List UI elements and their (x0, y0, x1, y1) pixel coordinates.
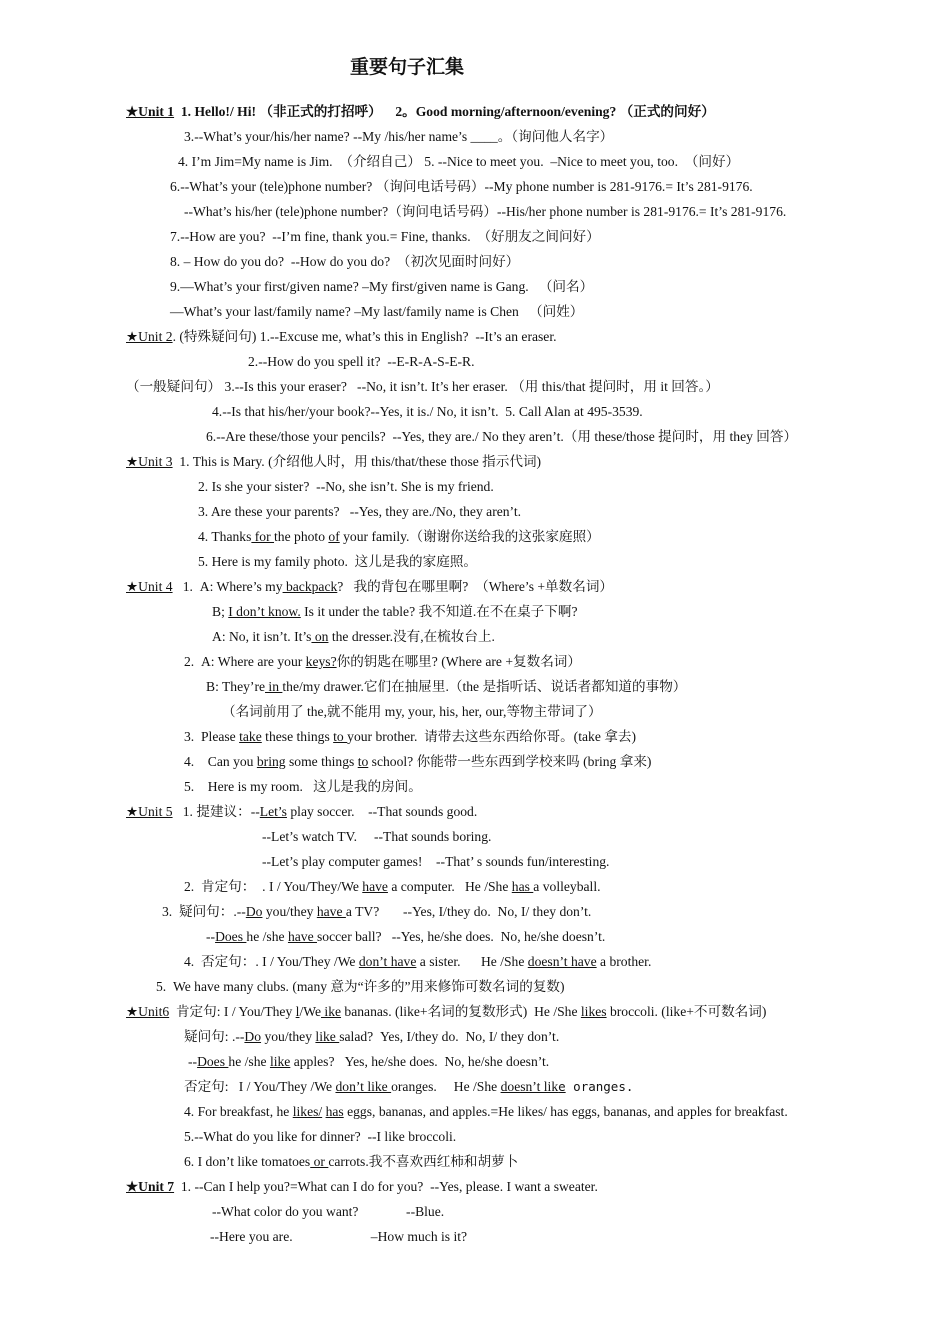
text-segment: （一般疑问句） 3.--Is this your eraser? --No, it isn’t. It’s her eraser. （用 this/that 提问时，用 it 回答。） (126, 379, 719, 394)
text-segment: salad? Yes, I/they do. No, I/ they don’t. (339, 1029, 560, 1044)
text-segment: a volleyball. (533, 879, 601, 894)
text-segment: he /she (228, 1054, 270, 1069)
underlined-text: Does (197, 1054, 229, 1069)
text-segment: these things (261, 729, 334, 744)
text-segment: 3. 疑问句：.-- (162, 904, 246, 919)
text-segment: 2. A: Where are your (184, 654, 306, 669)
text-line (184, 728, 636, 746)
text-segment: you/they (261, 1029, 316, 1044)
text-segment: play soccer. --That sounds good. (286, 804, 478, 819)
text-segment: Is it under the table? 我不知道.在不在桌子下啊? (300, 604, 578, 619)
page-title: 重要句子汇集 (349, 56, 464, 78)
text-segment: soccer ball? --Yes, he/she does. No, he/she doesn’t. (317, 929, 606, 944)
text-segment: 2. 肯定句： . I / You/They/We (184, 879, 363, 894)
text-segment: 5. Here is my family photo. 这儿是我的家庭照。 (198, 554, 478, 569)
text-segment: the dresser.没有,在梳妆台上. (328, 629, 495, 644)
underlined-text: have (362, 879, 388, 894)
text-line (198, 528, 600, 546)
text-segment: 3. Are these your parents? --Yes, they are./No, they aren’t. (198, 504, 522, 519)
text-segment: a brother. (596, 954, 652, 969)
underlined-text: ★Unit 3 (126, 454, 173, 469)
text-segment: 4. 否定句：. I / You/They /We (184, 954, 359, 969)
text-line (184, 778, 422, 796)
underlined-text: has (511, 879, 534, 894)
text-segment: —What’s your last/family name? –My last/family name is Chen （问姓） (170, 304, 584, 319)
text-segment: some things (285, 754, 358, 769)
text-segment: broccoli. (like+不可数名词) (606, 1004, 767, 1019)
text-line (184, 1128, 456, 1146)
text-line (206, 928, 605, 946)
text-line (184, 753, 651, 771)
text-segment: -- (188, 1054, 198, 1069)
text-segment: 4.--Is that his/her/your book?--Yes, it is./ No, it isn’t. 5. Call Alan at 495-3539. (212, 404, 643, 419)
underlined-text: for (251, 529, 275, 544)
underlined-text: ike (321, 1004, 342, 1019)
text-segment: apples? Yes, he/she does. No, he/she doesn’t. (290, 1054, 550, 1069)
text-segment: 5.--What do you like for dinner? --I like broccoli. (184, 1129, 457, 1144)
text-segment: carrots.我不喜欢西红柿和胡萝卜 (328, 1154, 519, 1169)
text-segment: 你的钥匙在哪里? (Where are +复数名词） (336, 654, 581, 669)
text-segment: oranges. He /She (391, 1079, 501, 1094)
text-segment: 9.—What’s your first/given name? –My first/given name is Gang. （问名） (170, 279, 594, 294)
text-line (206, 678, 686, 696)
text-segment: --Let’s play computer games! --That’ s sounds fun/interesting. (262, 854, 610, 869)
text-segment: a TV? --Yes, I/they do. No, I/ they don’t. (345, 904, 592, 919)
underlined-text: to (333, 729, 348, 744)
underlined-text: like (269, 1054, 291, 1069)
text-line (184, 203, 786, 221)
text-line (184, 653, 581, 671)
text-line (184, 128, 613, 146)
underlined-text: ★Unit 2 (126, 329, 173, 344)
text-line (126, 1003, 766, 1021)
text-line (184, 953, 651, 971)
text-segment: 6.--What’s your (tele)phone number? （询问电话号码）--My phone number is 281-9176.= It’s 281-9176. (170, 179, 753, 194)
text-segment: 1. 提建议：-- (172, 804, 260, 819)
text-segment: B: They’re (206, 679, 266, 694)
text-segment: 7.--How are you? --I’m fine, thank you.= Fine, thanks. （好朋友之间问好） (170, 229, 600, 244)
text-line (212, 1203, 444, 1221)
underlined-text: has (325, 1104, 344, 1119)
text-segment: 3.--What’s your/his/her name? --My /his/her name’s ____。（询问他人名字） (184, 129, 614, 144)
underlined-text: Do (244, 1029, 262, 1044)
text-line (178, 153, 739, 171)
text-segment: your family.（谢谢你送给我的这张家庭照） (339, 529, 600, 544)
text-segment: 1. A: Where’s my (172, 579, 283, 594)
text-line (212, 628, 495, 646)
text-line (162, 903, 591, 921)
text-segment: 5. Here is my room. 这儿是我的房间。 (184, 779, 422, 794)
text-line (126, 453, 541, 471)
text-line (210, 1228, 467, 1246)
text-line (126, 378, 719, 396)
text-segment: a sister. He /She (416, 954, 528, 969)
text-segment: 疑问句: .-- (184, 1029, 245, 1044)
text-line (198, 478, 494, 496)
text-segment: --Let’s watch TV. --That sounds boring. (262, 829, 492, 844)
underlined-text: l (295, 1004, 300, 1019)
text-segment: 1. Hello!/ Hi! （非正式的打招呼） 2。Good morning/afternoon/evening? （正式的问好） (174, 104, 715, 119)
underlined-text: bring (256, 754, 286, 769)
underlined-text: doesn’t have (527, 954, 597, 969)
underlined-text: doesn’t lik (500, 1079, 559, 1094)
underlined-text: to (357, 754, 369, 769)
text-line (206, 428, 797, 446)
text-segment: 4. For breakfast, he (184, 1104, 293, 1119)
text-segment: --Here you are. –How much is it? (210, 1229, 468, 1244)
text-segment: school? 你能带一些东西到学校来吗 (bring 拿来) (368, 754, 652, 769)
text-line (170, 228, 600, 246)
text-line (184, 1078, 633, 1096)
text-segment: bananas. (like+名词的复数形式) He /She (341, 1004, 581, 1019)
text-line (156, 978, 565, 996)
underlined-text: take (239, 729, 262, 744)
underlined-text: Does (215, 929, 247, 944)
text-line (222, 703, 602, 721)
text-segment: your brother. 请带去这些东西给你哥。(take 拿去) (347, 729, 636, 744)
text-line (198, 553, 477, 571)
text-line (170, 303, 583, 321)
text-segment: -- (206, 929, 216, 944)
text-segment: . (特殊疑问句) 1.--Excuse me, what’s this in English? --It’s an eraser. (172, 329, 557, 344)
text-segment: he /she (246, 929, 288, 944)
underlined-text: ★Unit 1 (126, 104, 175, 119)
text-segment: you/they (262, 904, 317, 919)
underlined-text: don’t like (335, 1079, 392, 1094)
text-segment: --What’s his/her (tele)phone number?（询问电话号码）--His/her phone number is 281-9176.= It’s 281-9176. (184, 204, 787, 219)
text-line (212, 603, 577, 621)
text-line (170, 278, 593, 296)
underlined-text: like (315, 1029, 340, 1044)
text-line (262, 853, 609, 871)
text-segment: 1. --Can I help you?=What can I do for you? --Yes, please. I want a sweater. (174, 1179, 598, 1194)
underlined-text: of (328, 529, 340, 544)
underlined-text: ★Unit6 (126, 1004, 170, 1019)
text-segment: （名词前用了 the,就不能用 my, your, his, her, our,等物主带词了） (222, 704, 602, 719)
text-segment: eggs, bananas, and apples.=He likes/ has eggs, bananas, and apples for breakfast. (343, 1104, 788, 1119)
underlined-text: ★Unit 5 (126, 804, 173, 819)
underlined-text: in (265, 679, 283, 694)
text-segment: 1. This is Mary. (介绍他人时，用 this/that/these those 指示代词) (172, 454, 542, 469)
text-segment: 2.--How do you spell it? --E-R-A-S-E-R. (248, 354, 475, 369)
text-segment: /We (299, 1004, 322, 1019)
underlined-text: have (287, 929, 317, 944)
underlined-text: keys? (305, 654, 337, 669)
text-segment: 否定句: I / You/They /We (184, 1079, 336, 1094)
text-segment: 8. – How do you do? --How do you do? （初次见面时问好） (170, 254, 520, 269)
text-segment: 4. Can you (184, 754, 257, 769)
underlined-text: or (310, 1154, 329, 1169)
text-line (184, 878, 601, 896)
underlined-text: likes (580, 1004, 607, 1019)
underlined-text: on (311, 629, 329, 644)
underlined-text: Let’s (259, 804, 287, 819)
underlined-text: ★Unit 7 (126, 1179, 175, 1194)
text-segment: oranges. (565, 1079, 634, 1094)
text-line (188, 1053, 549, 1071)
text-line (262, 828, 491, 846)
text-segment: 4. Thanks (198, 529, 252, 544)
underlined-text: I don’t know. (228, 604, 301, 619)
text-segment: B; (212, 604, 229, 619)
text-line (126, 578, 613, 596)
underlined-text: e (558, 1079, 566, 1094)
text-line (170, 178, 753, 196)
text-line (126, 803, 477, 821)
text-line (184, 1103, 788, 1121)
text-segment: 6. I don’t like tomatoes (184, 1154, 311, 1169)
underlined-text: Do (245, 904, 263, 919)
text-segment: a computer. He /She (387, 879, 512, 894)
underlined-text: likes/ (292, 1104, 323, 1119)
underlined-text: have (316, 904, 346, 919)
underlined-text: backpack (282, 579, 338, 594)
text-segment: 6.--Are these/those your pencils? --Yes, they are./ No they aren’t.（用 these/those 提问时，用 they 回答） (206, 429, 798, 444)
text-segment: the/my drawer.它们在抽屉里.（the 是指听话、说话者都知道的事物） (282, 679, 687, 694)
text-segment: 2. Is she your sister? --No, she isn’t. She is my friend. (198, 479, 494, 494)
text-line (212, 403, 643, 421)
text-line (126, 328, 557, 346)
text-segment: --What color do you want? --Blue. (212, 1204, 445, 1219)
underlined-text: ★Unit 4 (126, 579, 173, 594)
text-line (198, 503, 521, 521)
text-line (126, 103, 715, 121)
text-segment: 5. We have many clubs. (many 意为“许多的”用来修饰可数名词的复数) (156, 979, 565, 994)
text-line (126, 1178, 598, 1196)
text-line (184, 1028, 559, 1046)
text-segment: 4. I’m Jim=My name is Jim. （介绍自己） 5. --Nice to meet you. –Nice to meet you, too. （问好） (178, 154, 740, 169)
text-line (248, 353, 475, 371)
text-segment: 肯定句: I / You/They (169, 1004, 296, 1019)
text-segment: A: No, it isn’t. It’s (212, 629, 312, 644)
text-segment: the photo (274, 529, 329, 544)
text-line (170, 253, 519, 271)
text-line (184, 1153, 518, 1171)
underlined-text: don’t have (358, 954, 417, 969)
text-segment: ? 我的背包在哪里啊? （Where’s +单数名词） (337, 579, 614, 594)
text-segment: 3. Please (184, 729, 240, 744)
